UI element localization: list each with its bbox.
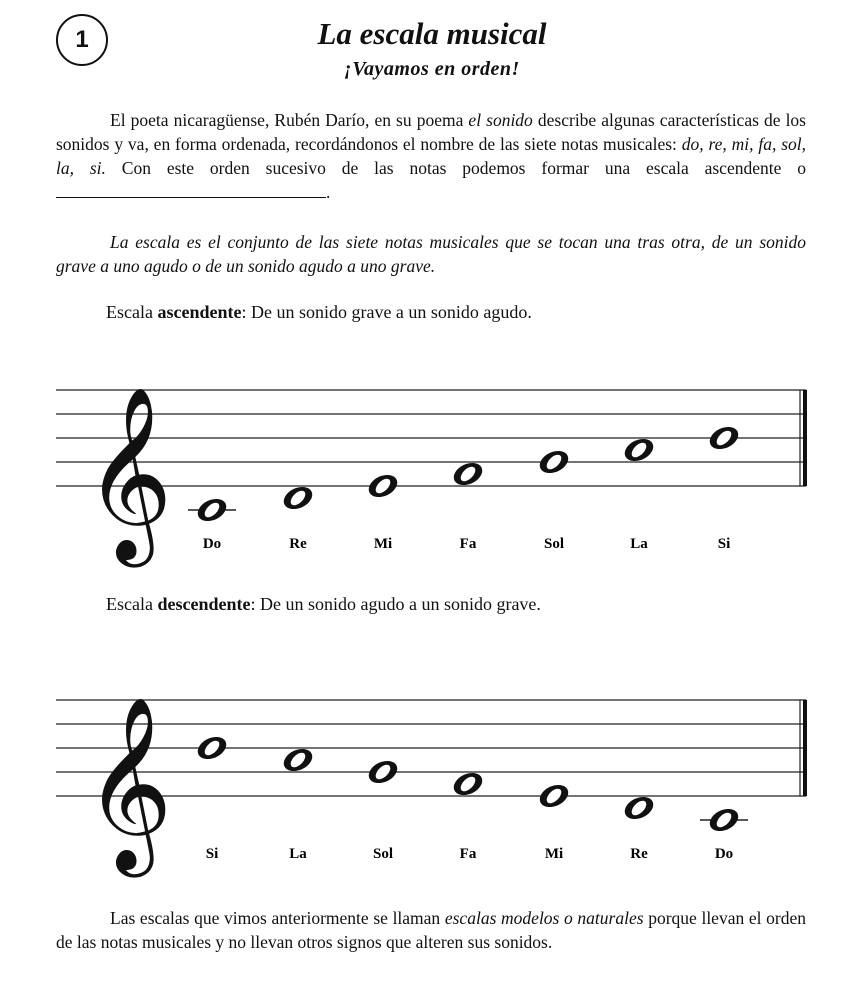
descending-description: : De un sonido agudo a un sonido grave.	[250, 594, 541, 614]
note-label-do: Do	[714, 846, 734, 862]
note-label-si: Si	[205, 846, 219, 862]
whole-note-re	[280, 483, 316, 514]
whole-note-si	[706, 423, 742, 454]
note-label-si: Si	[717, 536, 731, 552]
poem-title: el sonido	[468, 110, 533, 130]
note-label-re: Re	[630, 846, 648, 862]
intro-text-1: El poeta nicaragüense, Rubén Darío, en su poema	[110, 110, 469, 130]
descending-staff	[0, 660, 864, 880]
notes-list: do, re, mi, fa, sol, la, si.	[56, 134, 806, 178]
whole-note-mi	[365, 471, 401, 502]
closing-text-1: Las escalas que vimos anteriormente se llaman	[110, 908, 445, 928]
definition-text: La escala es el conjunto de las siete notas musicales que se tocan una tras otra, de un sonido grave a uno agudo o de un sonido agudo a uno grave.	[56, 232, 806, 276]
fill-in-blank[interactable]	[56, 183, 326, 198]
page-title: La escala musical	[317, 16, 547, 51]
note-label-sol: Sol	[372, 846, 394, 862]
whole-note-re	[621, 793, 657, 824]
whole-note-fa	[450, 459, 486, 490]
whole-note-mi	[536, 781, 572, 812]
closing-paragraph	[56, 906, 806, 954]
descending-keyword: descendente	[157, 594, 251, 614]
treble-clef-icon: 𝄞	[84, 386, 173, 560]
ascending-final-barline	[803, 390, 807, 486]
intro-text-2: describe algunas características de los sonidos y va, en forma ordenada, recordándonos el nombre de las siete notas musicales:	[56, 110, 806, 154]
note-label-la: La	[630, 536, 648, 552]
whole-note-do	[706, 805, 742, 836]
page-subtitle: ¡Vayamos en orden!	[344, 58, 520, 80]
treble-clef-icon: 𝄞	[84, 696, 173, 870]
definition-paragraph	[56, 230, 806, 278]
note-label-fa: Fa	[459, 846, 477, 862]
note-label-do: Do	[202, 536, 222, 552]
whole-note-la	[280, 745, 316, 776]
ascending-description: : De un sonido grave a un sonido agudo.	[241, 302, 532, 322]
whole-note-do	[194, 495, 230, 526]
whole-note-fa	[450, 769, 486, 800]
descending-final-barline	[803, 700, 807, 796]
note-label-mi: Mi	[373, 536, 393, 552]
closing-text-2: porque llevan el orden de las notas musicales y no llevan otros signos que alteren sus sonidos.	[56, 908, 807, 952]
note-label-sol: Sol	[543, 536, 565, 552]
note-label-fa: Fa	[459, 536, 477, 552]
ascending-prefix: Escala	[106, 302, 158, 322]
intro-text-3: Con este orden sucesivo de las notas podemos formar una escala ascendente o	[105, 158, 806, 178]
note-label-re: Re	[289, 536, 307, 552]
whole-note-si	[194, 733, 230, 764]
note-label-la: La	[289, 846, 307, 862]
intro-paragraph	[56, 108, 806, 204]
ascending-keyword: ascendente	[157, 302, 242, 322]
descending-prefix: Escala	[106, 594, 158, 614]
ascending-staff	[0, 350, 864, 570]
whole-note-la	[621, 435, 657, 466]
whole-note-sol	[536, 447, 572, 478]
closing-italic: escalas modelos o naturales	[444, 908, 644, 928]
whole-note-sol	[365, 757, 401, 788]
ascending-label	[106, 302, 532, 323]
descending-label	[106, 594, 541, 615]
intro-end: .	[326, 182, 331, 202]
lesson-number: 1	[75, 26, 89, 53]
note-label-mi: Mi	[544, 846, 564, 862]
